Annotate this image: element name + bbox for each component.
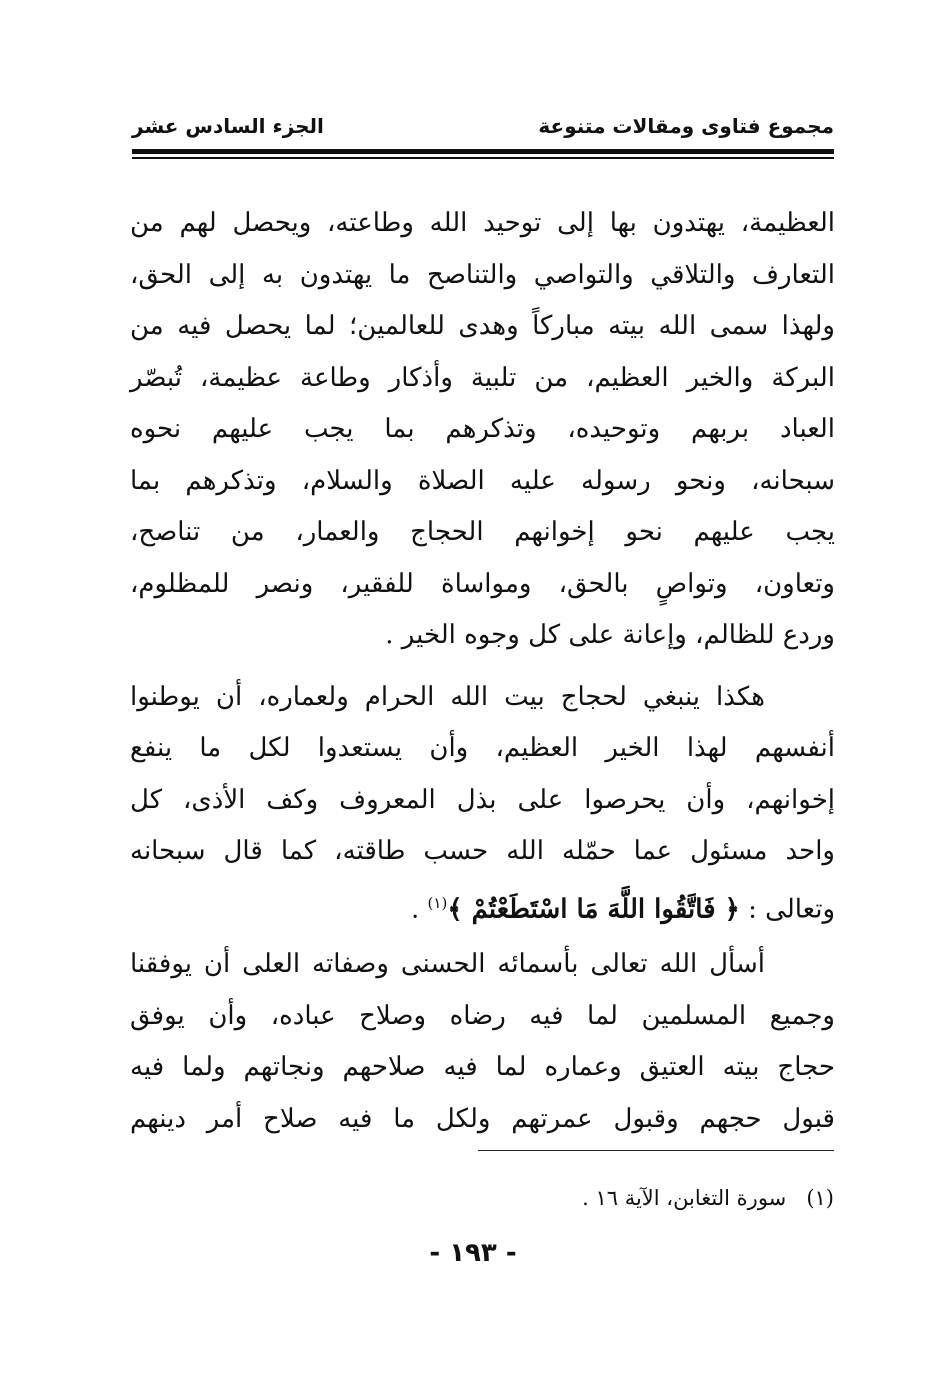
text-line: سبحانه، ونحو رسوله عليه الصلاة والسلام، وتذكرهم بما [130,465,835,496]
text-line: هكذا ينبغي لحجاج بيت الله الحرام ولعماره، أن يوطنوا [130,681,765,712]
body-text [130,198,835,1145]
page-number: - ١٩٣ - [429,1238,517,1268]
footnote-separator [478,1150,834,1151]
text-line-with-verse [130,878,835,930]
text-line: قبول حجهم وقبول عمرتهم ولكل ما فيه صلاح أمر دينهم [130,1103,835,1134]
footnote-ref: (١) [427,893,448,912]
footnote-text: سورة التغابن، الآية ١٦ . [582,1186,787,1210]
text-line: يجب عليهم نحو إخوانهم الحجاج والعمار، من تناصح، [130,517,835,547]
text-line: العظيمة، يهتدون بها إلى توحيد الله وطاعته، ويحصل لهم من [130,208,835,238]
text-line: أسأل الله تعالى بأسمائه الحسنى وصفاته العلى أن يوفقنا [130,949,765,979]
text-line: وجميع المسلمين لما فيه رضاه وصلاح عباده، وأن يوفق [130,1000,835,1031]
book-title: مجموع فتاوى ومقالات متنوعة [538,114,834,138]
running-header [132,110,834,146]
text-line: ولهذا سمى الله بيته مباركاً وهدى للعالمين؛ لما يحصل فيه من [130,311,835,341]
text-line: حجاج بيته العتيق وعماره لما فيه صلاحهم ونجاتهم ولما فيه [130,1052,835,1082]
text-line: أنفسهم لهذا الخير العظيم، وأن يستعدوا لكل ما ينفع [130,733,835,763]
quran-verse: ﴿ فَاتَّقُوا اللَّهَ مَا اسْتَطَعْتُمْ ﴾ [447,894,740,925]
text-line: التعارف والتلاقي والتواصي والتناصح ما يهتدون به إلى الحق، [130,259,835,290]
sentence-end: . [411,894,420,925]
text-line: إخوانهم، وأن يحرصوا على بذل المعروف وكف الأذى، كل [130,784,835,815]
text-line: واحد مسئول عما حمّله الله حسب طاقته، كما قال سبحانه [130,836,835,866]
text-line: وردع للظالم، وإعانة على كل وجوه الخير . [385,620,835,650]
footnote [582,1186,834,1210]
volume-label: الجزء السادس عشر [132,114,324,138]
header-rule-thick [132,149,834,154]
text-line: وتعاون، وتواصٍ بالحق، ومواساة للفقير، ونصر للمظلوم، [130,568,835,599]
text-line: البركة والخير العظيم، من تلبية وأذكار وطاعة عظيمة، تُبصّر [130,362,835,393]
header-rule-thin [132,157,834,159]
footnote-marker: (١) [806,1186,834,1210]
verse-intro: وتعالى : [748,894,835,925]
text-line: العباد بربهم وتوحيده، وتذكرهم بما يجب عليهم نحوه [130,414,835,444]
